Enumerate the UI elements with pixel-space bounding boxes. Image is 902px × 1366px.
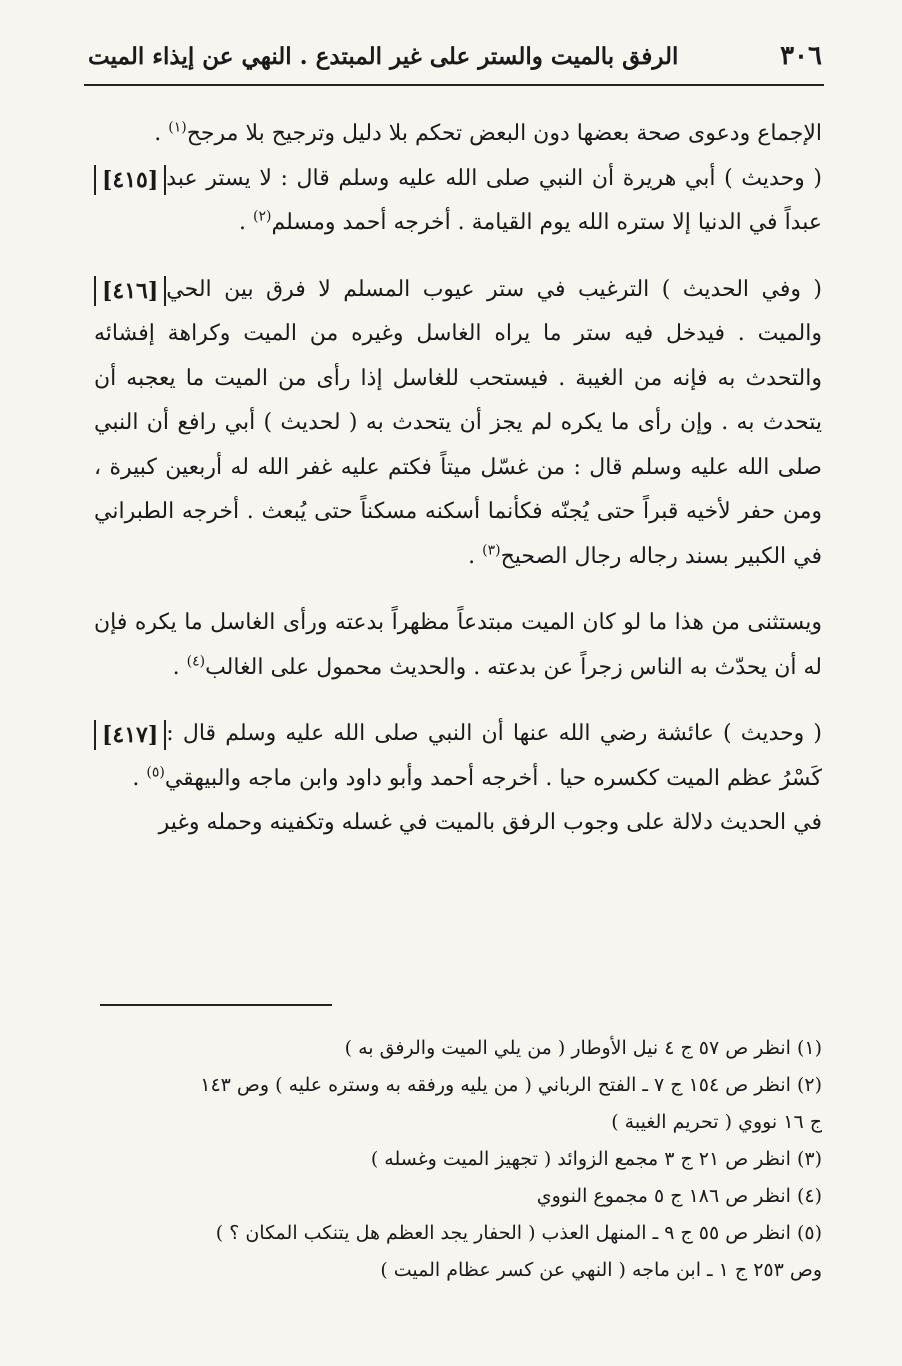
footnote-5-continued: وص ٢٥٣ ج ١ ـ ابن ماجه ( النهي عن كسر عظام الميت ) <box>380 1259 822 1281</box>
paragraph-6: في الحديث دلالة على وجوب الرفق بالميت في غسله وتكفينه وحمله وغير <box>158 810 822 835</box>
paragraph-1-text: الإجماع ودعوى صحة بعضها دون البعض تحكم بلا دليل وترجيح بلا مرجح <box>186 121 822 146</box>
paragraph-gap <box>94 690 822 712</box>
hadith-ref-416: [٤١٦] <box>94 276 166 306</box>
main-text <box>94 112 822 846</box>
footnote-1: (١) انظر ص ٥٧ ج ٤ نيل الأوطار ( من يلي الميت والرفق به ) <box>344 1037 822 1059</box>
hadith-ref-417: [٤١٧] <box>94 720 166 750</box>
paragraph-2-text: ( وحديث ) أبي هريرة أن النبي صلى الله عليه وسلم قال : لا يستر عبد عبداً في الدنيا إلا ستره الله يوم القيامة . أخرجه أحمد ومسلم <box>166 165 822 235</box>
footnote-marker-1: (١) <box>168 119 187 136</box>
paragraph-4 <box>94 601 822 690</box>
footnote-2-continued: ج ١٦ نووي ( تحريم الغيبة ) <box>611 1111 822 1133</box>
paragraph-1-end: . <box>154 121 169 146</box>
paragraph-1 <box>94 112 822 157</box>
footnote-marker-4: (٤) <box>186 653 206 670</box>
page-number: ٣٠٦ <box>780 41 822 71</box>
paragraph-5-end: . <box>132 765 147 791</box>
footnote-2: (٢) انظر ص ١٥٤ ج ٧ ـ الفتح الرباني ( من يليه ورفقه به وستره عليه ) وص ١٤٣ <box>200 1074 822 1096</box>
paragraph-4-end: . <box>172 654 187 680</box>
header-rule <box>84 84 824 86</box>
footnote-rule <box>100 1004 332 1006</box>
footnote-marker-3: (٣) <box>482 542 501 559</box>
paragraph-2 <box>94 157 822 246</box>
paragraph-3-text: ( وفي الحديث ) الترغيب في ستر عيوب المسلم لا فرق بين الحي والميت . فيدخل فيه ستر ما يراه الغاسل وغيره من الميت وكراهة إفشائه والتحدث به فإنه من الغيبة . فيستحب للغاسل إذا رأى من الميت ما يعجبه أن يتحدث به . وإن رأى ما يكره لم يجز أن يتحدث به ( لحديث ) أبي رافع أن النبي صلى الله عليه وسلم قال : من غسّل ميتاً فكتم عليه غفر الله له أربعين كبيرة ، ومن حفر لأخيه قبراً حتى يُجنّه فكأنما أسكنه مسكناً حتى يُبعث . أخرجه الطبراني في الكبير بسند رجاله رجال الصحيح <box>94 276 822 569</box>
footnote-3: (٣) انظر ص ٢١ ج ٣ مجمع الزوائد ( تجهيز الميت وغسله ) <box>370 1148 822 1170</box>
running-title: الرفق بالميت والستر على غير المبتدع . النهي عن إيذاء الميت <box>88 42 679 70</box>
hadith-ref-415: [٤١٥] <box>94 165 166 195</box>
paragraph-2-end: . <box>239 210 254 235</box>
footnotes <box>80 1030 822 1289</box>
paragraph-5-text: ( وحديث ) عائشة رضي الله عنها أن النبي صلى الله عليه وسلم قال : كَسْرُ عظم الميت ككسره حيا . أخرجه أحمد وأبو داود وابن ماجه والبيهقي <box>164 721 822 791</box>
page-header <box>88 36 822 76</box>
footnote-marker-2: (٢) <box>253 208 272 225</box>
paragraph-gap <box>94 579 822 601</box>
paragraph-4-text: ويستثنى من هذا ما لو كان الميت مبتدعاً مظهراً بدعته ورأى الغاسل ما يكره فإن له أن يحدّث به الناس زجراً عن بدعته . والحديث محمول على الغالب <box>94 610 822 680</box>
paragraph-gap <box>94 246 822 268</box>
paragraph-3 <box>94 268 822 580</box>
footnote-marker-5: (٥) <box>146 764 165 781</box>
footnote-4: (٤) انظر ص ١٨٦ ج ٥ مجموع النووي <box>536 1185 822 1207</box>
paragraph-5 <box>94 712 822 801</box>
footnote-5: (٥) انظر ص ٥٥ ج ٩ ـ المنهل العذب ( الحفار يجد العظم هل يتنكب المكان ؟ ) <box>215 1222 822 1244</box>
paragraph-3-end: . <box>468 543 483 569</box>
